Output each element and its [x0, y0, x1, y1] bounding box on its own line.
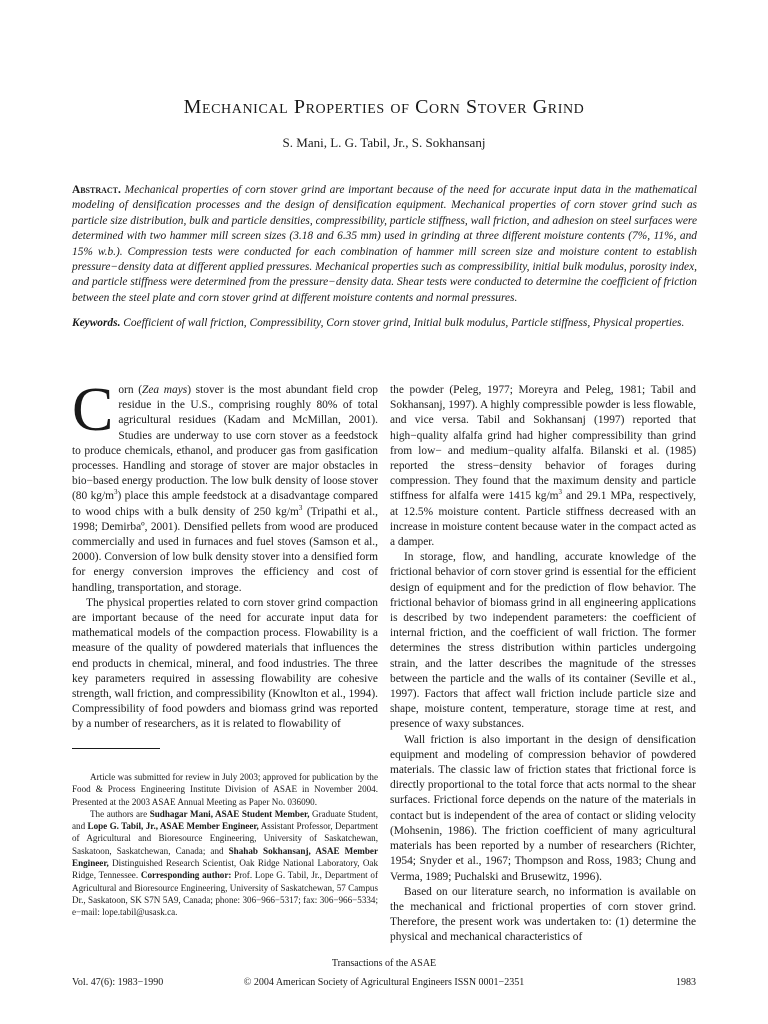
keywords-text: Coefficient of wall friction, Compressibility, Corn stover grind, Initial bulk modulus, Particle stiffness, Physical properties.	[120, 317, 685, 329]
keywords	[72, 316, 697, 331]
intro-paragraph-1: Corn (Zea mays) stover is the most abundant field crop residue in the U.S., comprising roughly 80% of total agricultural residues (Kadam and McMillan, 2001). Studies are underway to use corn stover as a feedstock to produce chemicals, ethanol, and producer gas from gasification processes. Handling and storage of stover are major obstacles in bio−based energy production. The low bulk density of loose stover (80 $kg/m^3$) place this ample feedstock at a disadvantage compared to wood chips with a bulk density of 250 $kg/m^3$ (Tripathi et al., 1998; Demirbaº, 2001). Densified pellets from wood are produced commercially and used in furnaces and fuel stoves (Samson et al., 2000). Conversion of low bulk density stover into a densified form for energy conversion improves the efficiency and cost of handling, transportation, and storage.	[72, 376, 379, 594]
drop-cap: C	[72, 376, 114, 444]
intro-paragraph-2: The physical properties related to corn stover grind compaction are important because of the need for accurate input data for mathematical models of the compaction process. Flowability is a measure of the quality of powdered materials that influences the end products in chemical, mineral, and food industries. The three key parameters required in assessing flowability are cohesive strength, wall friction, and compressibility (Knowlton et al., 1994). Compressibility of food powders and biomass grind was reported by a number of researchers, as it is related to flowability of	[72, 596, 378, 731]
species-name: Zea mays	[142, 384, 188, 396]
body-paragraph-4: Based on our literature search, no information is available on the mechanical and frictional properties of corn stover grind. Therefore, the present work was undertaken to: (1) determine the physical and mechanical characteristics of	[390, 885, 696, 944]
copyright-notice: © 2004 American Society of Agricultural Engineers ISSN 0001−2351	[243, 977, 525, 988]
volume-info: Vol. 47(6): 1983−1990	[72, 977, 164, 988]
journal-name: Transactions of the ASAE	[331, 958, 437, 969]
body-paragraph-2: In storage, flow, and handling, accurate knowledge of the frictional behavior of corn stover grind is essential for the efficient design of equipment and for the prediction of flow behavior. The frictional behavior of biomass grind in all engineering applications is described by two independent parameters: the coefficient of internal friction, and the coefficient of wall friction. The former determines the stress distribution within particles undergoing strain, and the latter describes the magnitude of the stresses between the particle and the walls of its container (Seville et al., 1997). Factors that affect wall friction include particle size and shape, moisture content, temperature, storage time at rest, and presence of waxy substances.	[390, 551, 696, 731]
footnote-authors: The authors are Sudhagar Mani, ASAE Student Member, Graduate Student, and Lope G. Tabil, Jr., ASAE Member Engineer, Assistant Professor, Department of Agricultural and Bioresource Engineering, University of Saskatchewan, Saskatoon, Saskatchewan, Canada; and Shahab Sokhansanj, ASAE Member Engineer, Distinguished Research Scientist, Oak Ridge National Laboratory, Oak Ridge, Tennessee. Corresponding author: Prof. Lope G. Tabil, Jr., Department of Agricultural and Bioresource Engineering, University of Saskatchewan, 57 Campus Dr., Saskatoon, SK S7N 5A9, Canada; phone: 306−966−5317; fax: 306−966−5334; e−mail: lope.tabil@usask.ca.	[72, 808, 379, 918]
paper-title: Mechanical Properties of Corn Stover Grind	[183, 96, 585, 118]
footnote-rule	[72, 748, 160, 749]
right-column	[390, 383, 696, 946]
keywords-label: Keywords.	[72, 317, 121, 329]
abstract-text: Mechanical properties of corn stover grind are important because of the need for accurate input data in the mathematical modeling of densification processes and the design of densification equipment. Mechanical properties of corn stover grind such as particle size distribution, bulk and particle densities, compressibility, particle stiffness, wall friction, and adhesion on steel surfaces were determined with two hammer mill screen sizes (3.18 and 6.35 mm) used in grinding at three different moisture contents (7%, 11%, and 15% w.b.). Compression tests were conducted for each combination of hammer mill screen size and moisture content to establish pressure−density data at different applied pressures. Mechanical properties such as compressibility, initial bulk modulus, porosity index, and particle stiffness were determined from the pressure−density data. Shear tests were conducted to determine the coefficient of friction between the steel plate and corn stover grind at different moisture contents and normal pressures.	[72, 184, 697, 304]
footnote	[72, 771, 378, 919]
body-paragraph-1: the powder (Peleg, 1977; Moreyra and Peleg, 1981; Tabil and Sokhansanj, 1997). A highly compressible powder is less flowable, and vice versa. Tabil and Sokhansanj (1997) reported that high−quality alfalfa grind had higher compressibility than grind from low− and medium−quality alfalfa. Bilanski et al. (1985) reported the stress−density behavior of forages during compression. They found that the maximum density and particle stiffness for alfalfa were 1415 $kg/m^3$ and 29.1 MPa, respectively, at 12.5% moisture content. Particle stiffness decreased with an increase in moisture content because water in the compact acted as a damper.	[390, 384, 696, 549]
abstract	[72, 183, 697, 306]
abstract-label: Abstract.	[72, 184, 121, 196]
page-number: 1983	[676, 977, 696, 988]
footnote-submission: Article was submitted for review in July 2003; approved for publication by the Food & Process Engineering Institute Division of ASAE in November 2004. Presented at the 2003 ASAE Annual Meeting as Paper No. 036090.	[72, 772, 378, 807]
author-list: S. Mani, L. G. Tabil, Jr., S. Sokhansanj	[282, 135, 486, 150]
left-column	[72, 376, 379, 733]
body-paragraph-3: Wall friction is also important in the design of densification equipment and modeling of compression behavior of powdered materials. The classic law of friction states that frictional force is directly proportional to the total force that acts normal to the shear surfaces. Frictional force depends on the nature of the materials in contact but is independent of the area of contact or sliding velocity (Mohsenin, 1986). The friction coefficient of many agricultural materials has been reported by a number of researchers (Richter, 1954; Snyder et al., 1967; Thompson and Ross, 1983; Chung and Verma, 1989; Puchalski and Brusewitz, 1996).	[390, 733, 696, 883]
